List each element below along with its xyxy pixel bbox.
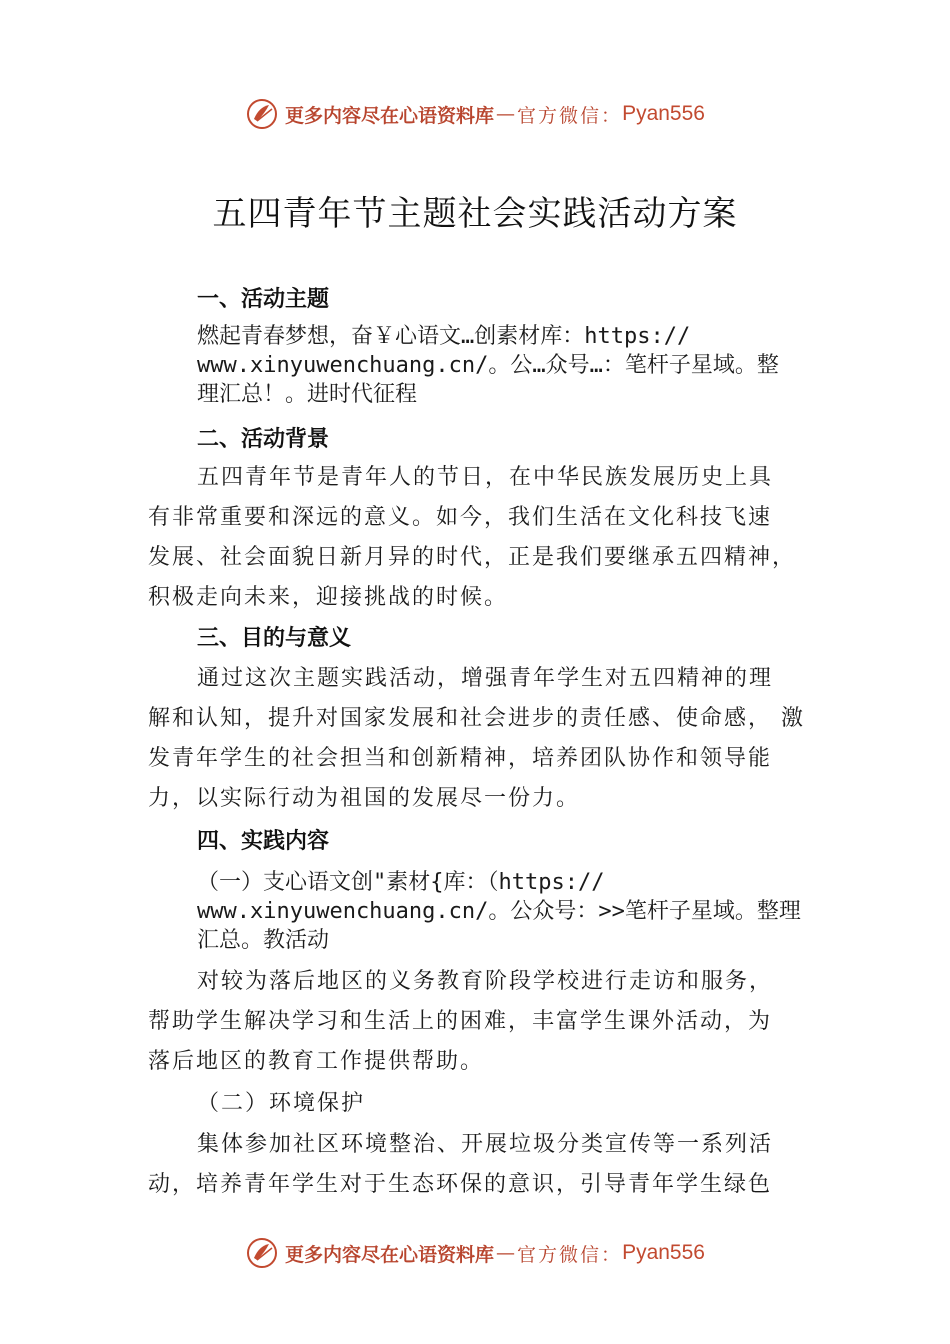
text-line: 解和认知，提升对国家发展和社会进步的责任感、使命感， 激: [148, 706, 805, 731]
section-2-heading: 二、活动背景: [197, 427, 330, 452]
header-banner: [0, 94, 950, 134]
text-line: www.xinyuwenchuang.cn/。公众号：>>笔杆子星域。整理: [197, 899, 801, 924]
text-line: 力，以实际行动为祖国的发展尽一份力。: [148, 786, 581, 811]
section-2-body: [148, 458, 796, 618]
text-line: 对较为落后地区的义务教育阶段学校进行走访和服务，: [197, 969, 774, 994]
text-line: 燃起青春梦想，奋￥心语文…创素材库：https://: [197, 324, 691, 349]
text-line: 有非常重要和深远的意义。如今，我们生活在文化科技飞速: [148, 505, 773, 530]
brand-logo-icon: [245, 97, 279, 131]
section-1-heading: 一、活动主题: [197, 287, 330, 312]
banner-wechat-id: Pyan556: [622, 1241, 705, 1264]
subsection-2-body: [148, 1125, 773, 1205]
section-4-heading: 四、实践内容: [197, 829, 330, 854]
banner-separator: —: [496, 103, 516, 125]
text-line: 发展、社会面貌日新月异的时代，正是我们要继承五四精神，: [148, 545, 797, 570]
text-line: 通过这次主题实践活动，增强青年学生对五四精神的理: [197, 666, 774, 691]
section-1-body: [197, 322, 779, 409]
banner-wechat-id: Pyan556: [622, 102, 705, 125]
text-line: 积极走向未来，迎接挑战的时候。: [148, 585, 509, 610]
footer-banner: [0, 1233, 950, 1273]
text-line: 五四青年节是青年人的节日，在中华民族发展历史上具: [197, 465, 774, 490]
text-line: 理汇总！。进时代征程: [197, 382, 418, 407]
text-line: www.xinyuwenchuang.cn/。公…众号…：笔杆子星域。整: [197, 353, 779, 378]
banner-wechat-label: 官方微信：: [517, 1243, 623, 1266]
text-line: （一）支心语文创"素材{库：（https://: [197, 870, 605, 895]
text-line: 落后地区的教育工作提供帮助。: [148, 1049, 485, 1074]
text-line: 集体参加社区环境整治、开展垃圾分类宣传等一系列活: [197, 1132, 774, 1157]
text-line: 发青年学生的社会担当和创新精神，培养团队协作和领导能: [148, 746, 773, 771]
banner-wechat-label: 官方微信：: [517, 104, 623, 127]
banner-brand-text: 更多内容尽在心语资料库: [285, 1243, 495, 1266]
banner-brand-text: 更多内容尽在心语资料库: [285, 104, 495, 127]
brand-logo-icon: [245, 1236, 279, 1270]
text-line: 帮助学生解决学习和生活上的困难，丰富学生课外活动，为: [148, 1009, 773, 1034]
section-3-body: [148, 659, 805, 819]
subsection-1-heading: [197, 868, 801, 955]
subsection-2-heading: （二）环境保护: [197, 1091, 366, 1116]
section-3-heading: 三、目的与意义: [197, 626, 352, 651]
subsection-1-body: [148, 962, 773, 1082]
text-line: 汇总。教活动: [197, 928, 330, 953]
document-title: 五四青年节主题社会实践活动方案: [212, 194, 738, 234]
banner-separator: —: [496, 1242, 516, 1264]
text-line: 动，培养青年学生对于生态环保的意识，引导青年学生绿色: [148, 1172, 773, 1197]
